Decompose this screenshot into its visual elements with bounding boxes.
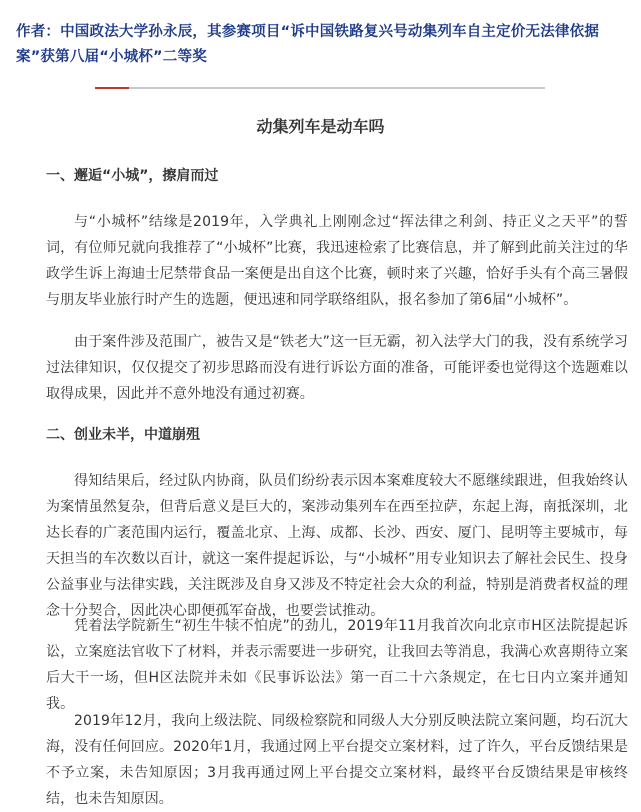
author-byline: 作者：中国政法大学孙永辰，其参赛项目“诉中国铁路复兴号动集列车自主定价无法律依据案”获第八届“小城杯”二等奖 (16, 24, 600, 65)
paragraph: 凭着法学院新生“初生牛犊不怕虎”的劲儿，2019年11月我首次向北京市H区法院提起诉讼，立案庭法官收下了材料，并表示需要进一步研究，让我回去等消息，我满心欢喜期待立案后大干一场，但H区法院并未如《民事诉讼法》第一百二十六条规定，在七日内立案并通知我。 (46, 618, 628, 712)
paragraph: 2019年12月，我向上级法院、同级检察院和同级人大分别反映法院立案问题，均石沉大海，没有任何回应。2020年1月，我通过网上平台提交立案材料，过了许久，平台反馈结果是不予立案，未告知原因；3月我再通过网上平台提交立案材料，最终平台反馈结果是审核终结，也未告知原因。 (46, 713, 628, 807)
section-heading: 一、邂逅“小城”，擦肩而过 (46, 168, 219, 184)
paragraph: 由于案件涉及范围广，被告又是“铁老大”这一巨无霸，初入法学大门的我，没有系统学习过法律知识，仅仅提交了初步思路而没有进行诉讼方面的准备，可能评委也觉得这个选题难以取得成果，因此并不意外地没有通过初赛。 (46, 334, 628, 402)
section-heading: 二、创业未半，中道崩殂 (46, 427, 200, 443)
section-divider (95, 87, 545, 89)
paragraph: 与“小城杯”结缘是2019年，入学典礼上刚刚念过“挥法律之利剑、持正义之天平”的誓词，有位师兄就向我推荐了“小城杯”比赛，我迅速检索了比赛信息，并了解到此前关注过的华政学生诉上海迪士尼禁带食品一案便是出自这个比赛，顿时来了兴趣，恰好手头有个高三暑假与朋友毕业旅行时产生的选题，便迅速和同学联络组队，报名参加了第6届“小城杯”。 (46, 214, 628, 308)
article-title: 动集列车是动车吗 (256, 117, 385, 136)
paragraph: 得知结果后，经过队内协商，队员们纷纷表示因本案难度较大不愿继续跟进，但我始终认为案情虽然复杂，但背后意义是巨大的，案涉动集列车在西至拉萨，东起上海，南抵深圳，北达长春的广袤范围内运行，覆盖北京、上海、成都、长沙、西安、厦门、昆明等主要城市，每天担当的车次数以百计，就这一案件提起诉讼，与“小城杯”用专业知识去了解社会民生、投身公益事业与法律实践，关注既涉及自身又涉及不特定社会大众的利益，特别是消费者权益的理念十分契合，因此决心即便孤军奋战，也要尝试推动。 (46, 473, 628, 619)
divider-accent (95, 87, 129, 89)
